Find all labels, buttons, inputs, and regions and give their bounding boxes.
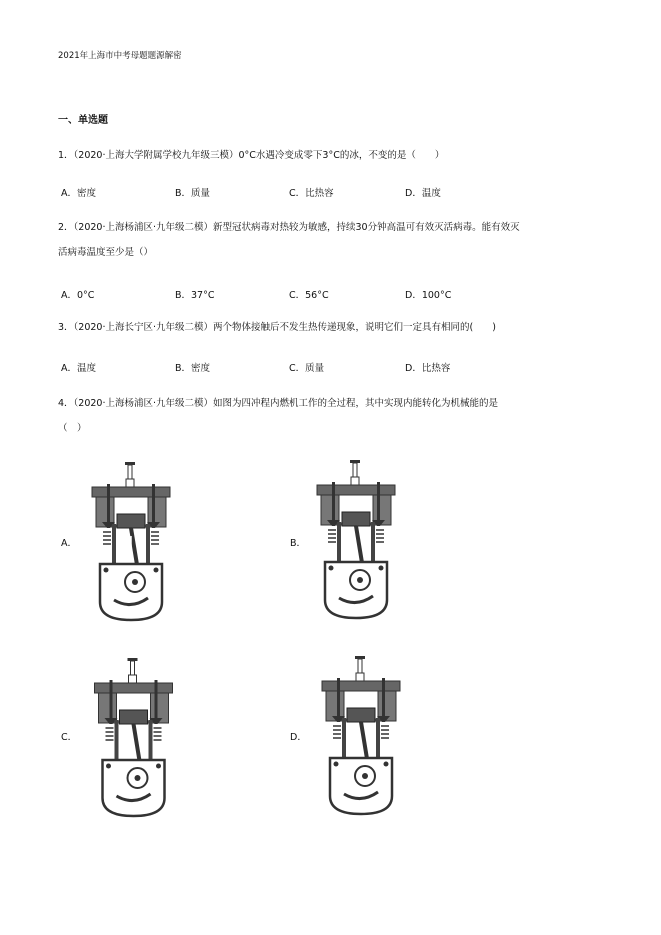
question-3-option-c: C．质量 (289, 363, 325, 374)
question-2-option-a: A．0°C (61, 290, 95, 301)
engine-diagram-d (312, 656, 412, 816)
question-1-option-b: B．质量 (175, 188, 211, 199)
question-4-option-b: B． (290, 538, 307, 549)
question-4-stem-line1: 4．（2020·上海杨浦区·九年级二模）如图为四冲程内燃机工作的全过程，其中实现内能转化为机械能的是 (58, 398, 499, 409)
question-3-option-a: A．温度 (61, 363, 96, 374)
question-1-stem: 1．（2020·上海大学附属学校九年级三模）0°C水遇冷变成零下3°C的冰，不变的是（ ） (58, 150, 445, 161)
engine-diagram-b (312, 460, 402, 620)
question-1-option-d: D．温度 (405, 188, 441, 199)
question-2-stem-line2: 活病毒温度至少是（） (58, 247, 154, 258)
question-4-option-c: C． (61, 732, 78, 743)
question-2-option-c: C．56°C (289, 290, 329, 301)
section-title: 一、单选题 (58, 115, 108, 126)
question-4-option-d: D． (290, 732, 307, 743)
question-3-option-b: B．密度 (175, 363, 211, 374)
engine-diagram-a (82, 462, 182, 622)
question-2-option-d: D．100°C (405, 290, 452, 301)
question-2-option-b: B．37°C (175, 290, 215, 301)
document-header: 2021年上海市中考母题题源解密 (58, 51, 182, 61)
question-3-stem: 3．（2020·上海长宁区·九年级二模）两个物体接触后不发生热传递现象，说明它们一定具有相同的( ) (58, 322, 496, 333)
engine-diagram-c (87, 658, 182, 818)
question-1-option-c: C．比热容 (289, 188, 334, 199)
question-1-option-a: A．密度 (61, 188, 96, 199)
question-4-stem-line2: （ ） (58, 423, 87, 434)
question-4-option-a: A． (61, 538, 77, 549)
question-3-option-d: D．比热容 (405, 363, 451, 374)
question-2-stem-line1: 2．（2020·上海杨浦区·九年级二模）新型冠状病毒对热较为敏感，持续30分钟高温可有效灭活病毒。能有效灭 (58, 222, 520, 233)
